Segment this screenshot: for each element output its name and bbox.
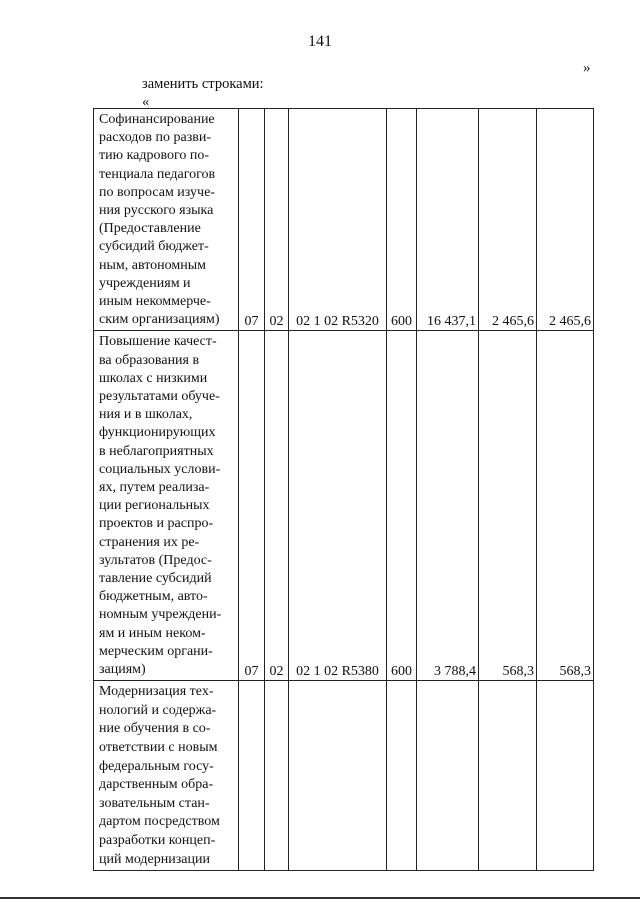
row-description: Софинансирование расходов по разви- тию кадрового по- тенциала педагогов по вопросам изуче- ния русского языка (Предоставление субсидий бюджет- ным, автономным учреждениям и иным некоммерче- ским организациям) [94,109,239,331]
amount-1 [417,681,479,871]
row-description: Повышение качест- ва образования в школах с низкими результатами обуче- ния и в школах, функционирующих в неблагоприятных социальных услови- ях, путем реализа- ции региональных проектов и распро- странения их ре- зультатов (Предос- тавление субсидий бюджетным, авто- номным учреждени- ям и иным неком- мерческим органи- зациям) [94,331,239,681]
row-description: Модернизация тех- нологий и содержа- ние обучения в со- ответствии с новым федеральным госу- дарственным обра- зовательным стан- дартом посредством разработки концеп- ций модернизации [94,681,239,871]
page-bottom-divider [0,897,640,899]
expense-type-code [387,681,417,871]
table-row [94,109,594,331]
amount-3 [537,681,594,871]
subsection-code: 02 [265,109,289,331]
replacement-intro-text: заменить строками: [142,76,264,92]
subsection-code: 02 [265,331,289,681]
amount-3: 568,3 [537,331,594,681]
amount-1: 16 437,1 [417,109,479,331]
section-code: 07 [239,109,265,331]
subsection-code [265,681,289,871]
expense-type-code: 600 [387,331,417,681]
amount-2 [479,681,537,871]
target-article-code [289,681,387,871]
amount-2: 568,3 [479,331,537,681]
amount-1: 3 788,4 [417,331,479,681]
target-article-code: 02 1 02 R5320 [289,109,387,331]
closing-quote-mark: » [583,60,591,76]
table-row [94,681,594,871]
budget-table [93,108,594,871]
amount-3: 2 465,6 [537,109,594,331]
expense-type-code: 600 [387,109,417,331]
opening-quote-mark: « [142,94,150,110]
amount-2: 2 465,6 [479,109,537,331]
table-row [94,331,594,681]
section-code: 07 [239,331,265,681]
target-article-code: 02 1 02 R5380 [289,331,387,681]
page-number: 141 [308,33,332,50]
section-code [239,681,265,871]
